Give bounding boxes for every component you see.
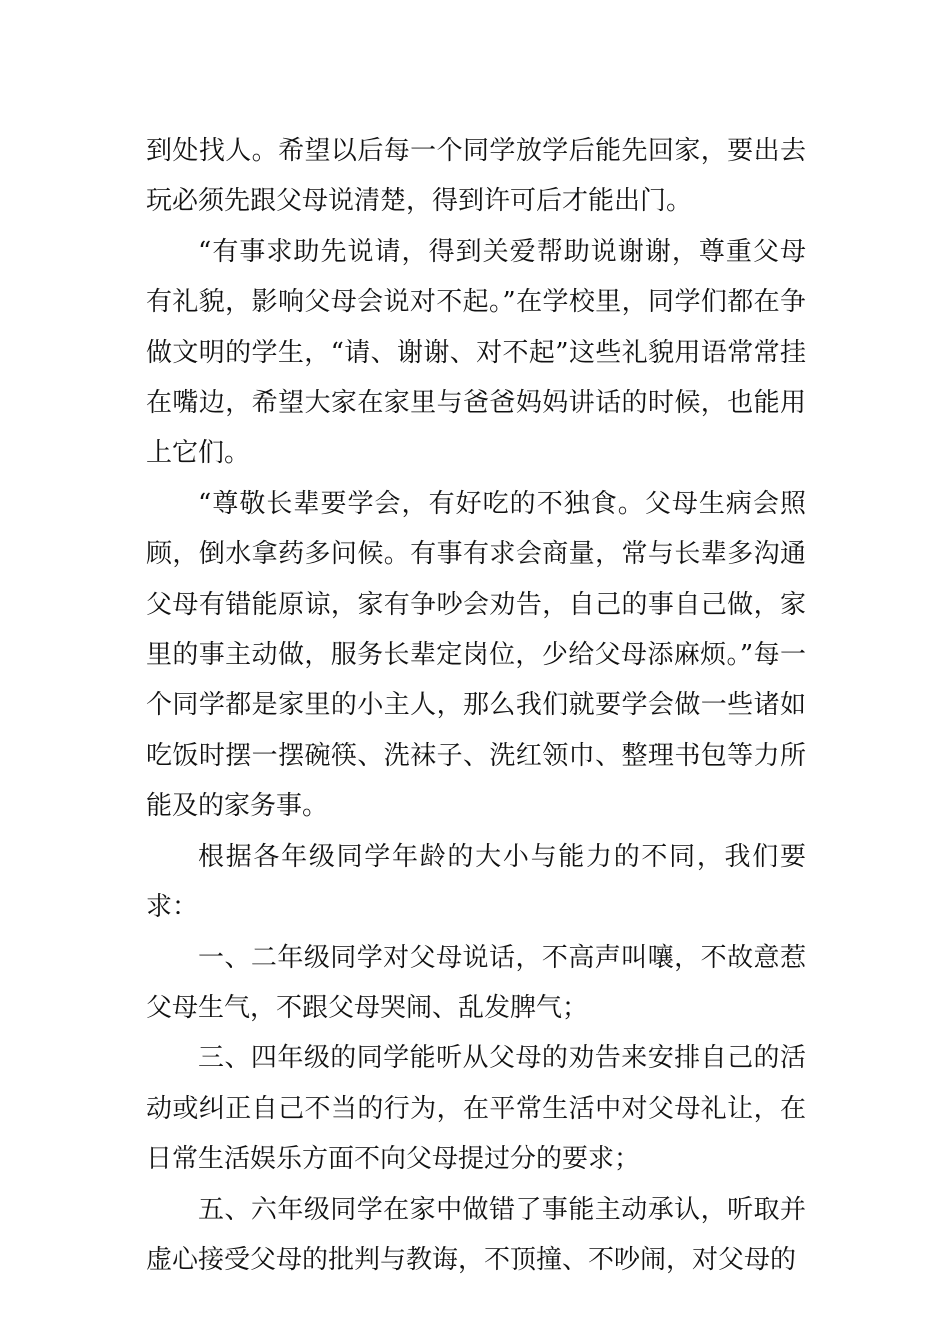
paragraph-grade-three-four: 三、四年级的同学能听从父母的劝告来安排自己的活动或纠正自己不当的行为，在平常生活中对父母礼让，在日常生活娱乐方面不向父母提过分的要求； [146,1043,806,1175]
document-body [146,126,806,1285]
paragraph-continuation: 到处找人。希望以后每一个同学放学后能先回家，要出去玩必须先跟父母说清楚，得到许可后才能出门。 [146,136,806,217]
paragraph-polite-words: “有事求助先说请，得到关爱帮助说谢谢，尊重父母有礼貌，影响父母会说对不起。”在学校里，同学们都在争做文明的学生，“请、谢谢、对不起”这些礼貌用语常常挂在嘴边，希望大家在家里与爸爸妈妈讲话的时候，也能用上它们。 [146,236,806,469]
paragraph-grade-five-six: 五、六年级同学在家中做错了事能主动承认，听取并虚心接受父母的批判与教诲，不顶撞、不吵闹，对父母的 [146,1194,806,1275]
paragraph-respect-elders: “尊敬长辈要学会，有好吃的不独食。父母生病会照顾，倒水拿药多问候。有事有求会商量，常与长辈多沟通父母有错能原谅，家有争吵会劝告，自己的事自己做，家里的事主动做，服务长辈定岗位，少给父母添麻烦。”每一个同学都是家里的小主人，那么我们就要学会做一些诸如吃饭时摆一摆碗筷、洗袜子、洗红领巾、整理书包等力所能及的家务事。 [146,488,806,822]
paragraph-grade-requirements-intro: 根据各年级同学年龄的大小与能力的不同，我们要求： [146,841,806,923]
paragraph-grade-one-two: 一、二年级同学对父母说话，不高声叫嚷，不故意惹父母生气，不跟父母哭闹、乱发脾气； [146,942,806,1023]
